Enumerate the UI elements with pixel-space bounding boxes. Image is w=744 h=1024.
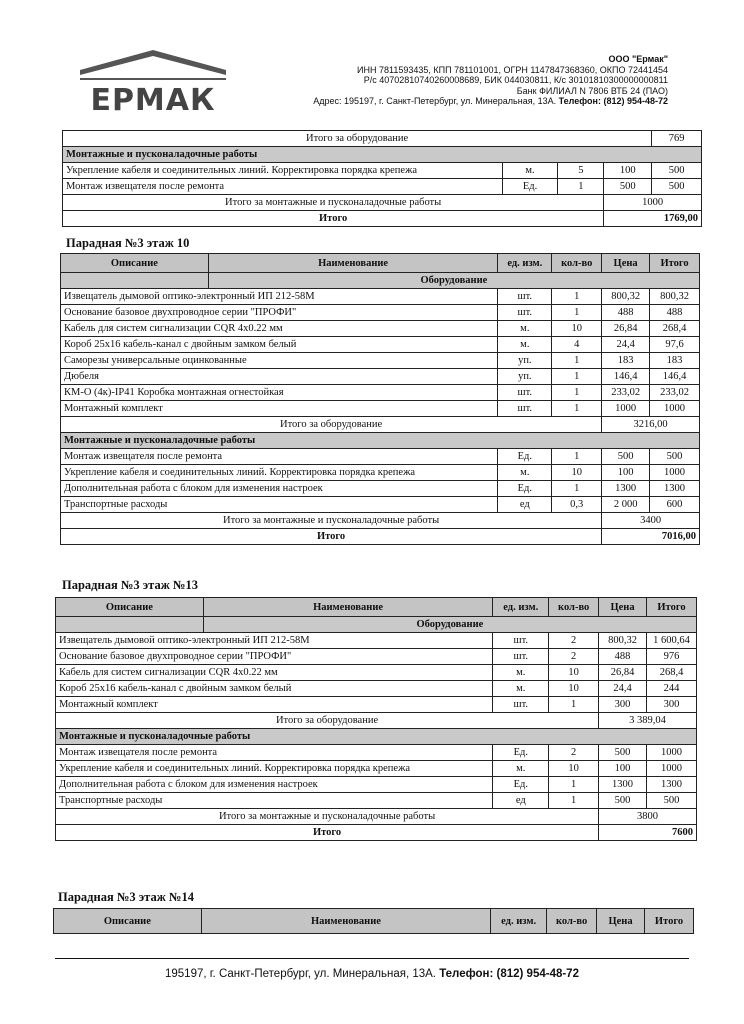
equipment-header: Оборудование [208, 273, 699, 289]
item-qty: 10 [552, 465, 602, 481]
item-unit: Ед. [498, 481, 552, 497]
item-name: Укрепление кабеля и соединительных линий. Корректировка порядка крепежа [56, 761, 493, 777]
company-details [248, 54, 668, 107]
item-total: 300 [647, 697, 697, 713]
item-total: 600 [650, 497, 700, 513]
col-desc: Описание [61, 254, 209, 273]
item-name: Короб 25х16 кабель-канал с двойным замком белый [61, 337, 498, 353]
item-name: Дополнительная работа с блоком для изменения настроек [61, 481, 498, 497]
item-price: 24,4 [602, 337, 650, 353]
section1-works-rows [61, 449, 700, 513]
col-price: Цена [602, 254, 650, 273]
item-name: Монтажный комплект [61, 401, 498, 417]
works-header-row [61, 433, 700, 449]
item-qty: 5 [558, 163, 604, 179]
item-price: 2 000 [602, 497, 650, 513]
col-unit: ед. изм. [498, 254, 552, 273]
col-qty: кол-во [552, 254, 602, 273]
table-row [61, 289, 700, 305]
item-qty: 2 [549, 745, 599, 761]
item-unit: шт. [493, 697, 549, 713]
item-qty: 1 [549, 793, 599, 809]
item-unit: уп. [498, 353, 552, 369]
item-price: 100 [604, 163, 652, 179]
item-total: 800,32 [650, 289, 700, 305]
col-total: Итого [647, 598, 697, 617]
table-row [61, 401, 700, 417]
equipment-total-value: 3216,00 [602, 417, 700, 433]
item-price: 500 [604, 179, 652, 195]
item-price: 146,4 [602, 369, 650, 385]
equipment-total-row [56, 713, 697, 729]
item-qty: 1 [549, 777, 599, 793]
item-total: 1 600,64 [647, 633, 697, 649]
item-name: Кабель для систем сигнализации CQR 4x0.22 мм [61, 321, 498, 337]
item-unit: Ед. [498, 449, 552, 465]
footer-address: 195197, г. Санкт-Петербург, ул. Минеральная, 13А. [165, 968, 436, 980]
col-price: Цена [597, 909, 645, 934]
item-unit: м. [502, 163, 558, 179]
item-total: 1300 [650, 481, 700, 497]
item-price: 183 [602, 353, 650, 369]
item-name: Монтаж извещателя после ремонта [61, 449, 498, 465]
item-unit: Ед. [493, 745, 549, 761]
grand-total-row [61, 529, 700, 545]
grand-total-value: 7600 [599, 825, 697, 841]
item-total: 1000 [650, 465, 700, 481]
table-row [61, 305, 700, 321]
company-name: ООО "Ермак" [608, 54, 668, 64]
item-total: 500 [652, 179, 702, 195]
item-price: 300 [599, 697, 647, 713]
footer-divider [55, 958, 689, 959]
section2-equipment-rows [56, 633, 697, 713]
item-unit: м. [498, 321, 552, 337]
grand-total-label: Итого [61, 529, 602, 545]
item-name: Дополнительная работа с блоком для изменения настроек [56, 777, 493, 793]
item-price: 800,32 [602, 289, 650, 305]
works-header: Монтажные и пусконаладочные работы [56, 729, 697, 745]
col-qty: кол-во [549, 598, 599, 617]
item-qty: 1 [552, 353, 602, 369]
address-line [248, 96, 668, 107]
table-row [56, 665, 697, 681]
works-total-value: 3400 [602, 513, 700, 529]
item-unit: шт. [493, 649, 549, 665]
item-qty: 1 [552, 401, 602, 417]
item-total: 268,4 [647, 665, 697, 681]
equipment-total-label: Итого за оборудование [61, 417, 602, 433]
item-name: Извещатель дымовой оптико-электронный ИП 212-58М [56, 633, 493, 649]
section2-header-row [56, 598, 697, 617]
equipment-total-label: Итого за оборудование [63, 131, 652, 147]
item-unit: ед [493, 793, 549, 809]
item-price: 26,84 [602, 321, 650, 337]
item-name: Дюбеля [61, 369, 498, 385]
item-name: Извещатель дымовой оптико-электронный ИП 212-58М [61, 289, 498, 305]
item-unit: шт. [498, 385, 552, 401]
col-total: Итого [645, 909, 694, 934]
item-price: 26,84 [599, 665, 647, 681]
col-price: Цена [599, 598, 647, 617]
table-row [56, 697, 697, 713]
equipment-total-row [61, 417, 700, 433]
item-unit: м. [498, 465, 552, 481]
col-total: Итого [650, 254, 700, 273]
item-qty: 1 [552, 385, 602, 401]
account-line: Р/с 40702810740260008689, БИК 044030811, К/с 30101810300000000811 [363, 75, 668, 85]
item-qty: 10 [549, 665, 599, 681]
col-name: Наименование [203, 598, 493, 617]
table-row [56, 761, 697, 777]
item-total: 1000 [647, 745, 697, 761]
item-total: 268,4 [650, 321, 700, 337]
item-qty: 1 [552, 369, 602, 385]
col-qty: кол-во [547, 909, 597, 934]
inn-line: ИНН 7811593435, КПП 781101001, ОГРН 1147847368360, ОКПО 72441454 [357, 64, 668, 75]
item-price: 1300 [599, 777, 647, 793]
top-works-rows [63, 163, 702, 195]
item-qty: 1 [549, 697, 599, 713]
section2-table [55, 597, 697, 841]
works-total-value: 3800 [599, 809, 697, 825]
item-name: Саморезы универсальные оцинкованные [61, 353, 498, 369]
works-total-row [61, 513, 700, 529]
col-desc: Описание [54, 909, 202, 934]
item-price: 500 [602, 449, 650, 465]
item-name: Короб 25х16 кабель-канал с двойным замком белый [56, 681, 493, 697]
works-header: Монтажные и пусконаладочные работы [63, 147, 702, 163]
table-row [61, 369, 700, 385]
col-unit: ед. изм. [491, 909, 547, 934]
equipment-header-row [56, 617, 697, 633]
footer-phone: Телефон: (812) 954-48-72 [439, 968, 579, 980]
item-qty: 2 [549, 633, 599, 649]
table-row [56, 745, 697, 761]
section1-table [60, 253, 700, 545]
item-price: 500 [599, 793, 647, 809]
col-desc: Описание [56, 598, 204, 617]
col-name: Наименование [201, 909, 490, 934]
item-unit: Ед. [493, 777, 549, 793]
table-row [61, 497, 700, 513]
section3-header-row [54, 909, 694, 934]
table-row [61, 385, 700, 401]
item-price: 233,02 [602, 385, 650, 401]
item-total: 500 [650, 449, 700, 465]
item-total: 1000 [650, 401, 700, 417]
works-total-label: Итого за монтажные и пусконаладочные работы [61, 513, 602, 529]
table-row [63, 163, 702, 179]
item-qty: 0,3 [552, 497, 602, 513]
item-name: Основание базовое двухпроводное серии "ПРОФИ" [61, 305, 498, 321]
equipment-total-row [63, 131, 702, 147]
item-unit: шт. [493, 633, 549, 649]
works-total-label: Итого за монтажные и пусконаладочные работы [63, 195, 604, 211]
item-unit: шт. [498, 401, 552, 417]
item-unit: м. [493, 761, 549, 777]
item-total: 1300 [647, 777, 697, 793]
table-row [61, 465, 700, 481]
section2-title: Парадная №3 этаж №13 [62, 578, 198, 592]
item-name: Кабель для систем сигнализации CQR 4x0.22 мм [56, 665, 493, 681]
item-price: 1000 [602, 401, 650, 417]
table-row [56, 777, 697, 793]
item-name: КМ-О (4к)-IP41 Коробка монтажная огнестойкая [61, 385, 498, 401]
works-total-row [63, 195, 702, 211]
item-name: Основание базовое двухпроводное серии "ПРОФИ" [56, 649, 493, 665]
table-row [56, 633, 697, 649]
logo-text: ЕРМАК [90, 83, 216, 114]
item-price: 488 [602, 305, 650, 321]
top-table [62, 130, 702, 227]
equipment-header-row [61, 273, 700, 289]
grand-total-label: Итого [63, 211, 604, 227]
item-price: 488 [599, 649, 647, 665]
item-total: 1000 [647, 761, 697, 777]
section1-title: Парадная №3 этаж 10 [66, 236, 190, 250]
item-name: Монтаж извещателя после ремонта [56, 745, 493, 761]
grand-total-label: Итого [56, 825, 599, 841]
phone-text: Телефон: (812) 954-48-72 [558, 96, 668, 106]
section3-table [53, 908, 694, 934]
item-unit: шт. [498, 289, 552, 305]
item-qty: 2 [549, 649, 599, 665]
equipment-total-value: 769 [652, 131, 702, 147]
item-qty: 10 [552, 321, 602, 337]
works-header-row [56, 729, 697, 745]
col-name: Наименование [208, 254, 498, 273]
page-footer [0, 968, 744, 980]
item-total: 233,02 [650, 385, 700, 401]
item-total: 183 [650, 353, 700, 369]
item-unit: Ед. [502, 179, 558, 195]
item-qty: 4 [552, 337, 602, 353]
table-row [61, 321, 700, 337]
ermak-logo [78, 48, 228, 114]
item-total: 976 [647, 649, 697, 665]
item-unit: шт. [498, 305, 552, 321]
section2-works-rows [56, 745, 697, 809]
grand-total-value: 1769,00 [604, 211, 702, 227]
item-total: 146,4 [650, 369, 700, 385]
item-total: 244 [647, 681, 697, 697]
equipment-header: Оборудование [203, 617, 696, 633]
works-total-label: Итого за монтажные и пусконаладочные работы [56, 809, 599, 825]
item-unit: м. [493, 665, 549, 681]
item-price: 800,32 [599, 633, 647, 649]
item-qty: 1 [552, 449, 602, 465]
item-name: Транспортные расходы [61, 497, 498, 513]
grand-total-value: 7016,00 [602, 529, 700, 545]
item-total: 500 [647, 793, 697, 809]
works-header: Монтажные и пусконаладочные работы [61, 433, 700, 449]
grand-total-row [56, 825, 697, 841]
item-unit: м. [498, 337, 552, 353]
item-unit: ед [498, 497, 552, 513]
section3-title: Парадная №3 этаж №14 [58, 890, 194, 904]
grand-total-row [63, 211, 702, 227]
col-unit: ед. изм. [493, 598, 549, 617]
item-price: 100 [602, 465, 650, 481]
item-price: 100 [599, 761, 647, 777]
item-name: Укрепление кабеля и соединительных линий. Корректировка порядка крепежа [61, 465, 498, 481]
table-row [56, 681, 697, 697]
equipment-total-value: 3 389,04 [599, 713, 697, 729]
item-name: Монтажный комплект [56, 697, 493, 713]
item-total: 488 [650, 305, 700, 321]
table-row [61, 449, 700, 465]
item-total: 500 [652, 163, 702, 179]
item-price: 500 [599, 745, 647, 761]
item-price: 24,4 [599, 681, 647, 697]
works-total-value: 1000 [604, 195, 702, 211]
table-row [56, 793, 697, 809]
item-unit: м. [493, 681, 549, 697]
table-row [63, 179, 702, 195]
item-unit: уп. [498, 369, 552, 385]
works-header-row [63, 147, 702, 163]
item-qty: 1 [552, 289, 602, 305]
table-row [61, 353, 700, 369]
table-row [61, 481, 700, 497]
item-name: Укрепление кабеля и соединительных линий. Корректировка порядка крепежа [63, 163, 503, 179]
item-qty: 10 [549, 761, 599, 777]
item-name: Монтаж извещателя после ремонта [63, 179, 503, 195]
section1-equipment-rows [61, 289, 700, 417]
works-total-row [56, 809, 697, 825]
address-text: Адрес: 195197, г. Санкт-Петербург, ул. Минеральная, 13А. [313, 96, 557, 106]
item-qty: 1 [558, 179, 604, 195]
bank-line: Банк ФИЛИАЛ N 7806 ВТБ 24 (ПАО) [516, 85, 668, 96]
item-total: 97,6 [650, 337, 700, 353]
section1-header-row [61, 254, 700, 273]
table-row [61, 337, 700, 353]
item-qty: 10 [549, 681, 599, 697]
equipment-total-label: Итого за оборудование [56, 713, 599, 729]
item-name: Транспортные расходы [56, 793, 493, 809]
item-qty: 1 [552, 481, 602, 497]
item-price: 1300 [602, 481, 650, 497]
item-qty: 1 [552, 305, 602, 321]
table-row [56, 649, 697, 665]
